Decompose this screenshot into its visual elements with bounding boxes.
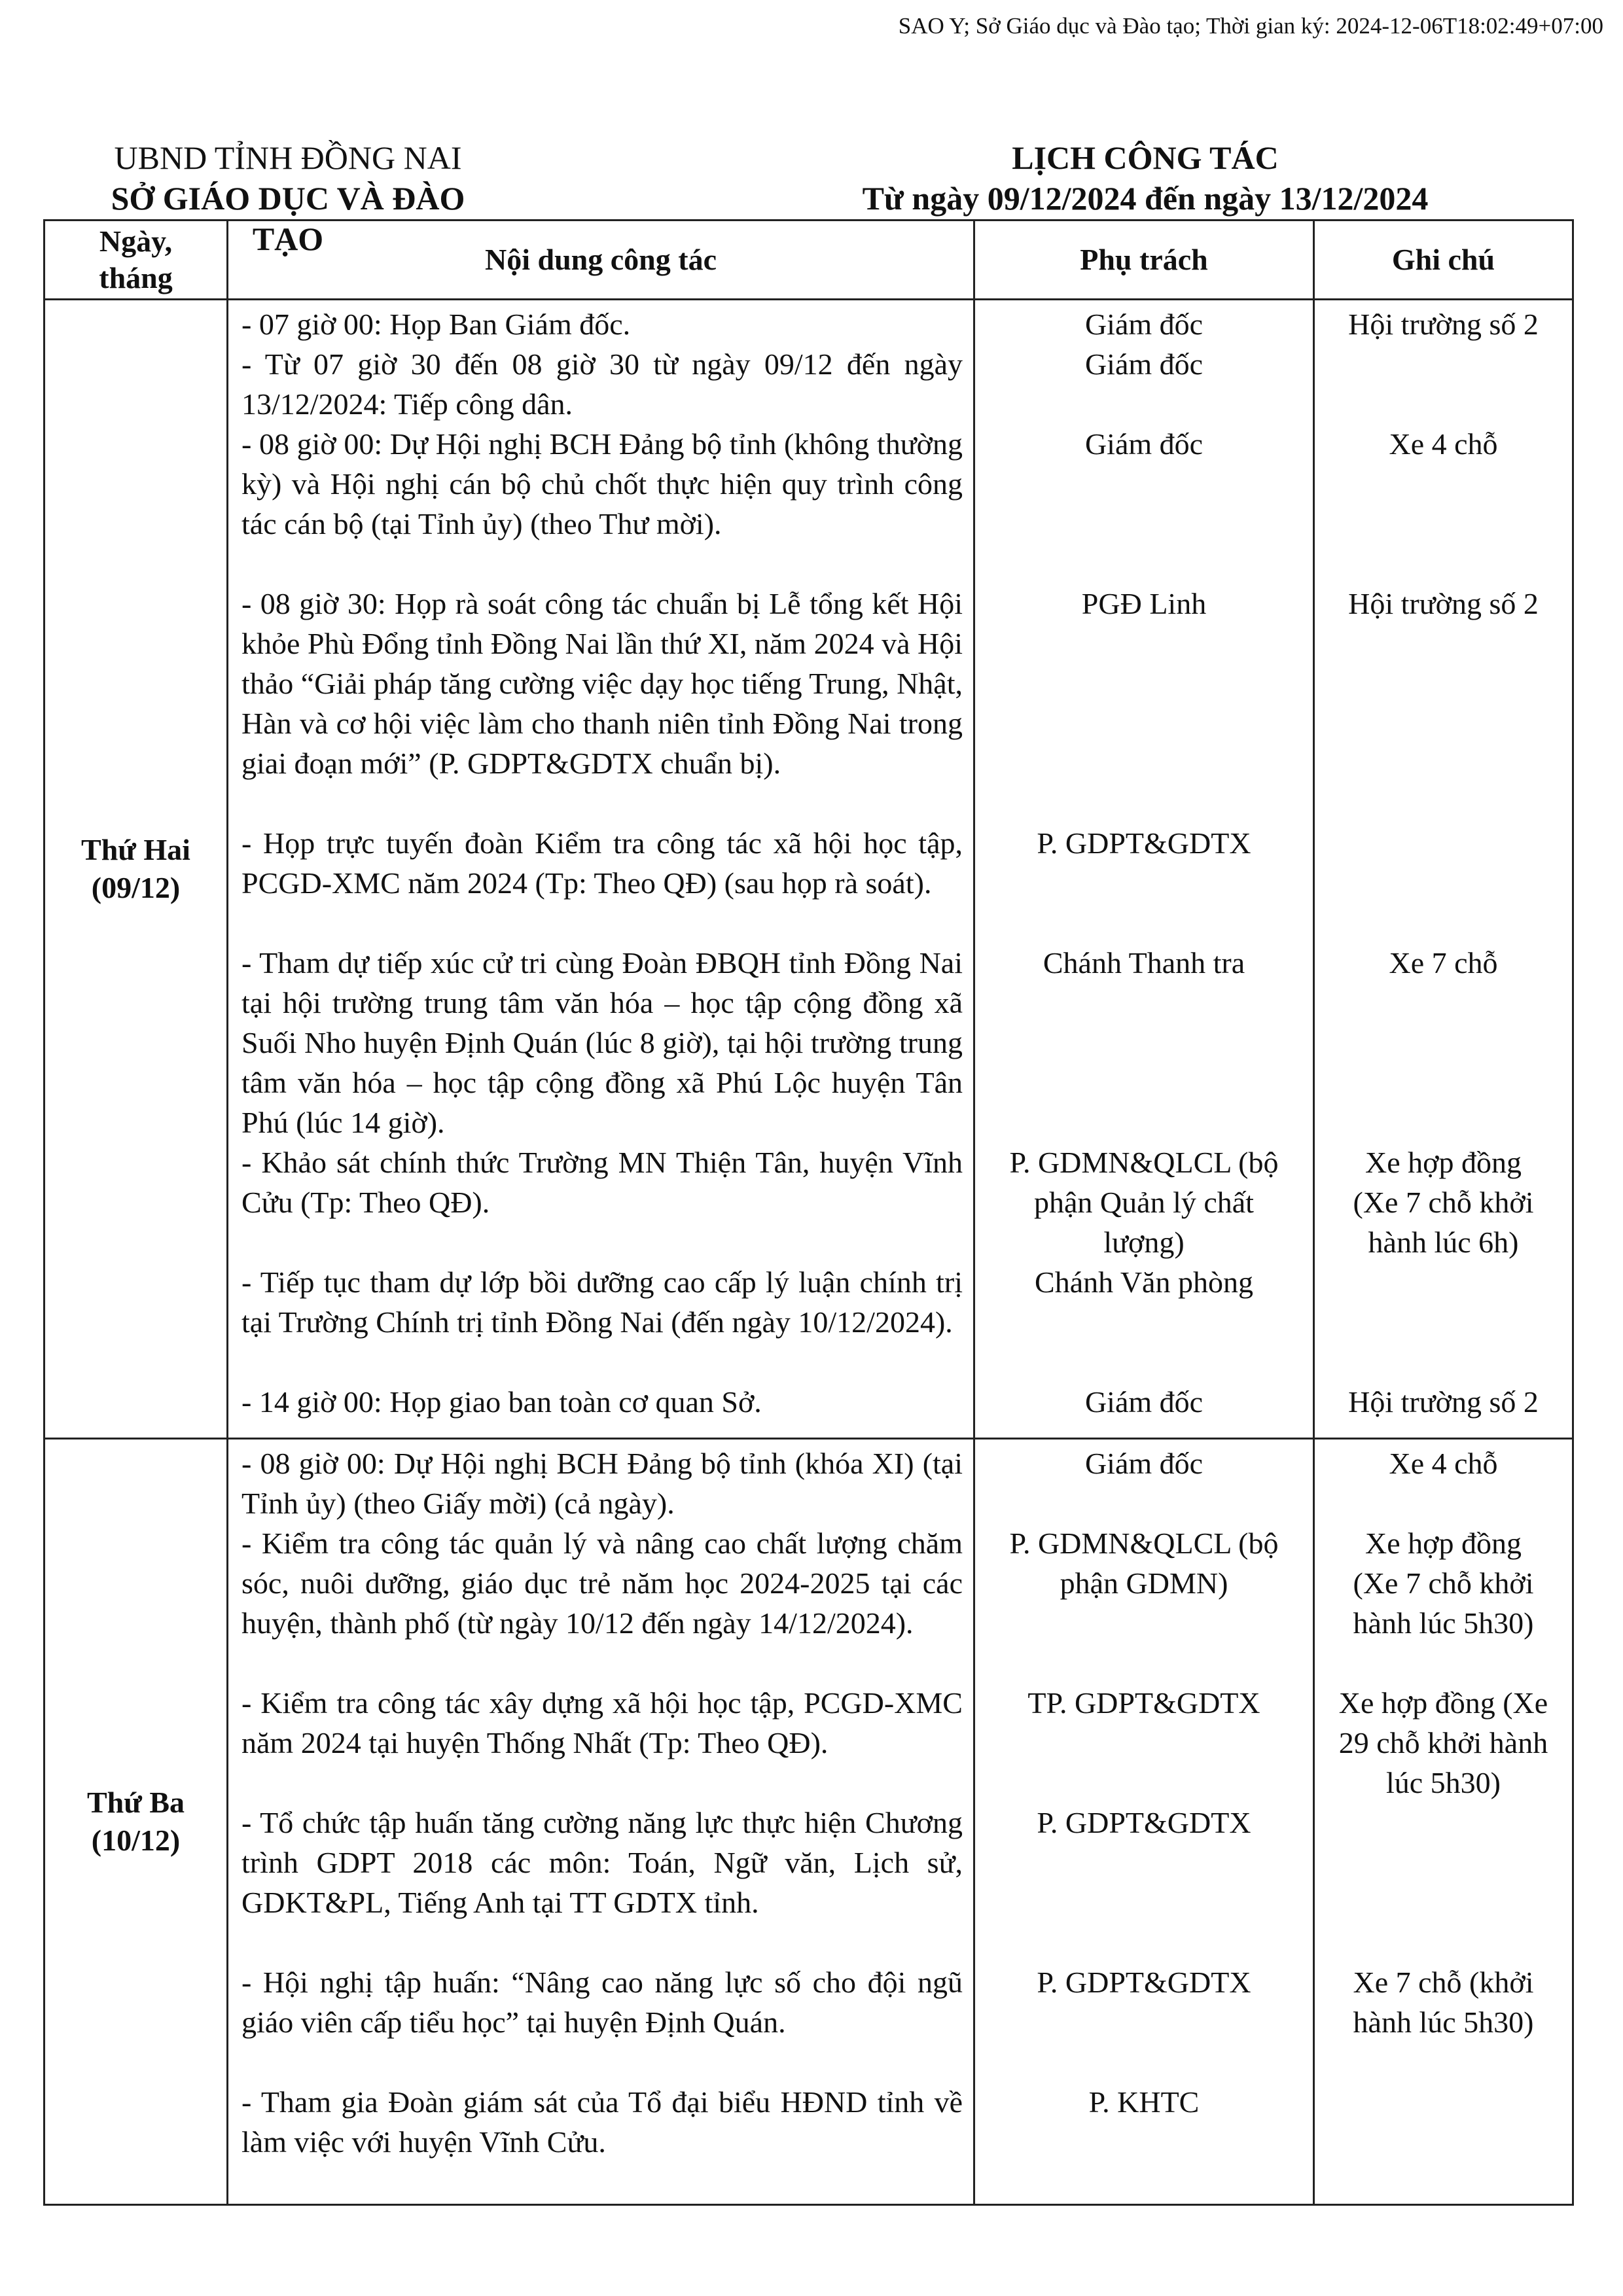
digital-signature-stamp: SAO Y; Sở Giáo dục và Đào tạo; Thời gian ký: 2024-12-06T18:02:49+07:00 — [898, 13, 1603, 39]
day-date: (10/12) — [91, 1824, 181, 1857]
schedule-item-note: Xe hợp đồng (Xe 7 chỗ khởi hành lúc 6h) — [1353, 1146, 1534, 1259]
table-row — [45, 300, 1573, 1439]
day-date: (09/12) — [91, 871, 181, 904]
schedule-item-owner: Giám đốc — [1084, 1385, 1204, 1419]
schedule-item-note: Xe hợp đồng (Xe 7 chỗ khởi hành lúc 5h30) — [1353, 1527, 1534, 1640]
schedule-item-owner: Chánh Thanh tra — [1043, 946, 1245, 980]
schedule-item-note: Xe 4 chỗ — [1389, 427, 1498, 461]
schedule-item-note: Hội trường số 2 — [1348, 308, 1539, 341]
note-cell — [1314, 300, 1573, 1439]
schedule-item-content: - 08 giờ 00: Dự Hội nghị BCH Đảng bộ tỉnh (không thường kỳ) và Hội nghị cán bộ chủ chốt thực hiện quy trình công tác cán bộ (tại Tỉnh ủy) (theo Thư mời). — [241, 427, 963, 540]
col-content-header: Nội dung công tác — [228, 221, 974, 300]
date-range: Từ ngày 09/12/2024 đến ngày 13/12/2024 — [862, 180, 1429, 217]
schedule-item-owner: Giám đốc — [1084, 1447, 1204, 1480]
schedule-item-content: - Tham dự tiếp xúc cử tri cùng Đoàn ĐBQH tỉnh Đồng Nai tại hội trường trung tâm văn hóa – học tập cộng đồng xã Suối Nho huyện Định Quán (lúc 8 giờ), tại hội trường trung tâm văn hóa – học tập cộng đồng xã Phú Lộc huyện Tân Phú (lúc 14 giờ). — [241, 946, 963, 1139]
schedule-item-note: Hội trường số 2 — [1348, 1385, 1539, 1419]
schedule-item-owner: Giám đốc — [1084, 427, 1204, 461]
schedule-item-content: - Hội nghị tập huấn: “Nâng cao năng lực số cho đội ngũ giáo viên cấp tiểu học” tại huyện Định Quán. — [241, 1966, 963, 2039]
schedule-item-owner: P. KHTC — [1088, 2085, 1200, 2119]
note-cell — [1314, 1439, 1573, 2205]
schedule-item-owner: Chánh Văn phòng — [1035, 1265, 1253, 1299]
schedule-item-content: - Khảo sát chính thức Trường MN Thiện Tân, huyện Vĩnh Cửu (Tp: Theo QĐ). — [241, 1146, 963, 1219]
document-title-block — [785, 137, 1505, 219]
schedule-item-note: Xe 4 chỗ — [1389, 1447, 1498, 1480]
content-cell — [228, 300, 974, 1439]
schedule-table — [43, 219, 1574, 2206]
table-row — [45, 1439, 1573, 2205]
schedule-item-note: Xe 7 chỗ (khởi hành lúc 5h30) — [1353, 1966, 1534, 2039]
agency-name: SỞ GIÁO DỤC VÀ ĐÀO TẠO — [111, 180, 465, 257]
col-note-header: Ghi chú — [1314, 221, 1573, 300]
schedule-item-owner: Giám đốc — [1084, 347, 1204, 381]
schedule-item-owner: P. GDPT&GDTX — [1037, 1806, 1251, 1839]
schedule-item-content: - 08 giờ 00: Dự Hội nghị BCH Đảng bộ tỉnh (khóa XI) (tại Tỉnh ủy) (theo Giấy mời) (cả ngày). — [241, 1447, 963, 1520]
schedule-item-owner: PGĐ Linh — [1081, 587, 1207, 620]
schedule-item-note: Xe hợp đồng (Xe 29 chỗ khởi hành lúc 5h30) — [1338, 1686, 1548, 1799]
table-header-row — [45, 221, 1573, 300]
agency-parent: UBND TỈNH ĐỒNG NAI — [114, 139, 462, 176]
schedule-item-owner: Giám đốc — [1084, 308, 1204, 341]
schedule-item-owner: P. GDMN&QLCL (bộ phận Quản lý chất lượng) — [1009, 1146, 1279, 1259]
schedule-item-note: Xe 7 chỗ — [1389, 946, 1498, 980]
schedule-item-content: - Kiểm tra công tác quản lý và nâng cao chất lượng chăm sóc, nuôi dưỡng, giáo dục trẻ năm học 2024-2025 tại các huyện, thành phố (từ ngày 10/12 đến ngày 14/12/2024). — [241, 1527, 963, 1640]
schedule-item-content: - Tổ chức tập huấn tăng cường năng lực thực hiện Chương trình GDPT 2018 các môn: Toán, Ngữ văn, Lịch sử, GDKT&PL, Tiếng Anh tại TT GDTX tỉnh. — [241, 1806, 963, 1919]
day-cell-tuesday — [45, 1439, 228, 2205]
col-owner-header: Phụ trách — [974, 221, 1314, 300]
document-title: LỊCH CÔNG TÁC — [1012, 139, 1279, 176]
schedule-item-owner: TP. GDPT&GDTX — [1027, 1686, 1260, 1720]
owner-cell — [974, 1439, 1314, 2205]
schedule-item-content: - Họp trực tuyến đoàn Kiểm tra công tác xã hội học tập, PCGD-XMC năm 2024 (Tp: Theo QĐ) (sau họp rà soát). — [241, 826, 963, 900]
col-date-header: Ngày, tháng — [45, 221, 228, 300]
schedule-item-owner: P. GDMN&QLCL (bộ phận GDMN) — [1009, 1527, 1279, 1600]
schedule-item-owner: P. GDPT&GDTX — [1037, 826, 1251, 860]
owner-cell — [974, 300, 1314, 1439]
schedule-item-owner: P. GDPT&GDTX — [1037, 1966, 1251, 1999]
schedule-item-content: - 07 giờ 00: Họp Ban Giám đốc. — [241, 308, 631, 341]
schedule-item-content: - 14 giờ 00: Họp giao ban toàn cơ quan Sở. — [241, 1385, 762, 1419]
content-cell — [228, 1439, 974, 2205]
day-name: Thứ Ba — [86, 1786, 185, 1819]
schedule-item-content: - Kiểm tra công tác xây dựng xã hội học tập, PCGD-XMC năm 2024 tại huyện Thống Nhất (Tp: Theo QĐ). — [241, 1686, 963, 1759]
schedule-item-content: - Tiếp tục tham dự lớp bồi dưỡng cao cấp lý luận chính trị tại Trường Chính trị tỉnh Đồng Nai (đến ngày 10/12/2024). — [241, 1265, 963, 1339]
day-name: Thứ Hai — [81, 833, 190, 866]
day-cell-monday — [45, 300, 228, 1439]
schedule-item-note: Hội trường số 2 — [1348, 587, 1539, 620]
schedule-item-content: - Tham gia Đoàn giám sát của Tổ đại biểu HĐND tỉnh về làm việc với huyện Vĩnh Cửu. — [241, 2085, 963, 2159]
schedule-item-content: - Từ 07 giờ 30 đến 08 giờ 30 từ ngày 09/12 đến ngày 13/12/2024: Tiếp công dân. — [241, 347, 963, 421]
schedule-item-content: - 08 giờ 30: Họp rà soát công tác chuẩn bị Lễ tổng kết Hội khỏe Phù Đổng tỉnh Đồng Nai lần thứ XI, năm 2024 và Hội thảo “Giải pháp tăng cường việc dạy học tiếng Trung, Nhật, Hàn và cơ hội việc làm cho thanh niên tỉnh Đồng Nai trong giai đoạn mới” (P. GDPT&GDTX chuẩn bị). — [241, 587, 963, 780]
